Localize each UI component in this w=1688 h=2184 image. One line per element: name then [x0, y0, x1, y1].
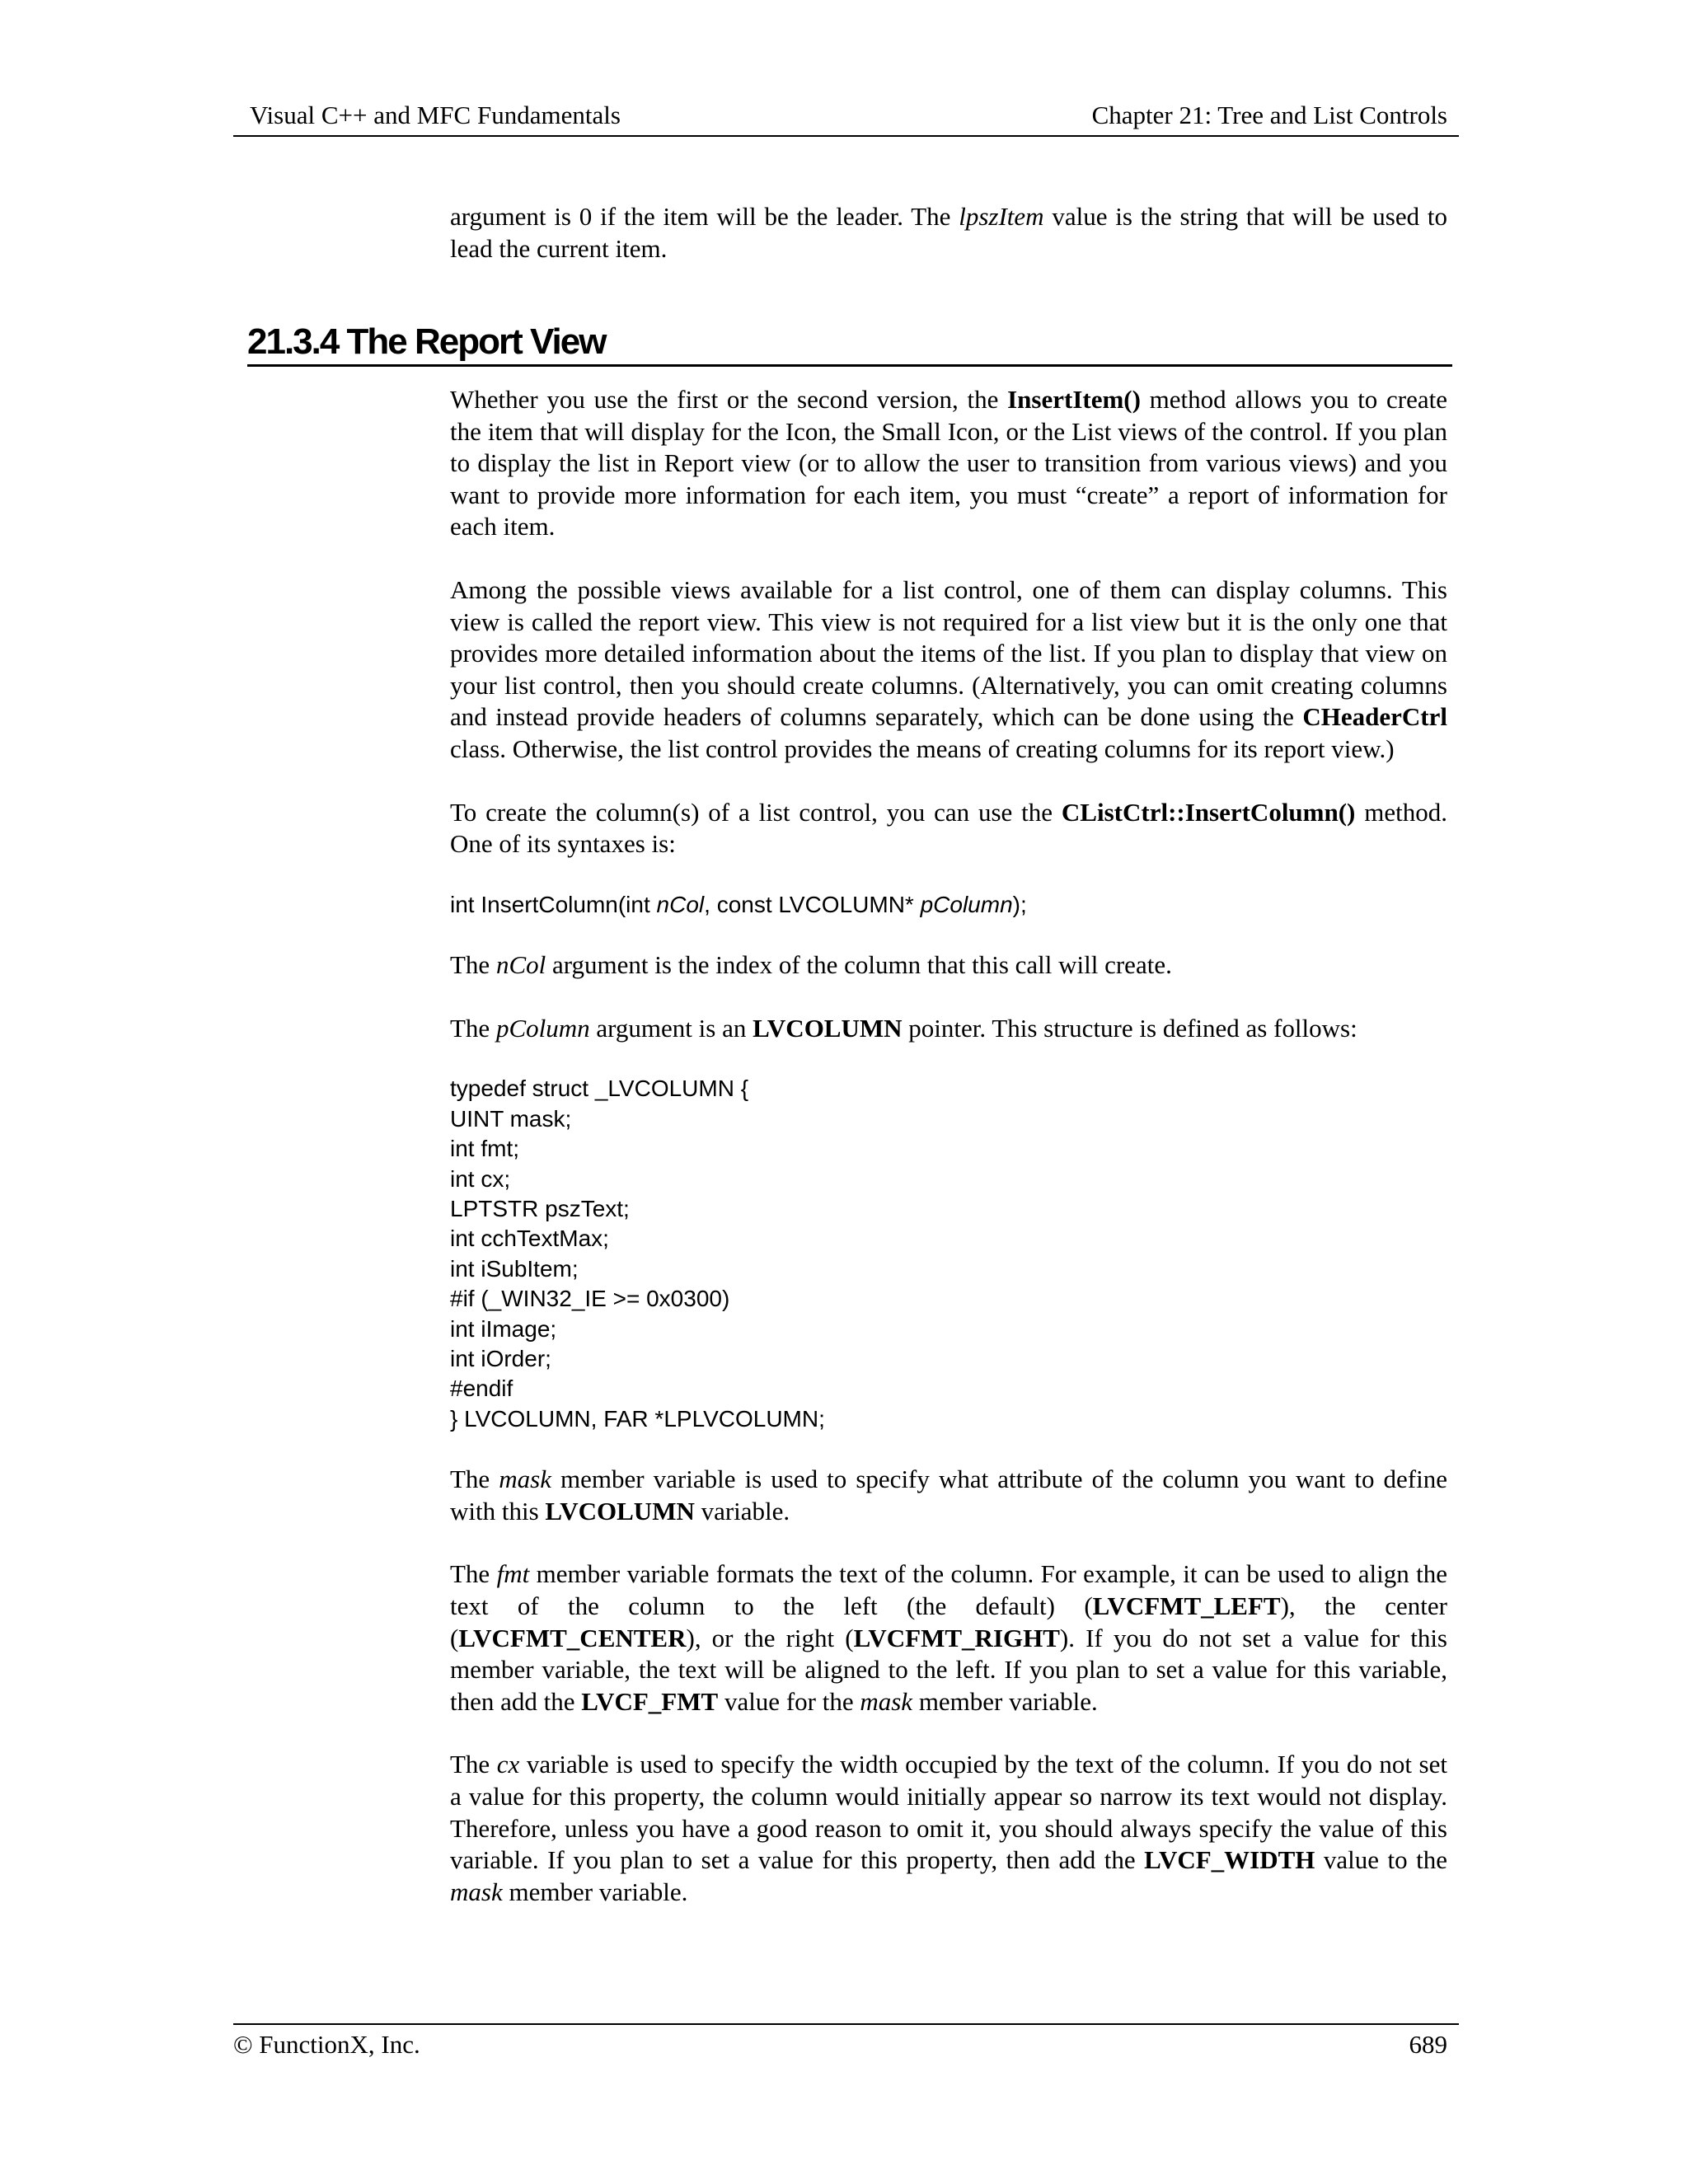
paragraph-fmt: The fmt member variable formats the text of the column. For example, it can be used to align the text of the column to the left (the default) (LVCFMT_LEFT), the center (LVCFMT_CENTER), or the right (LVCFMT_RIGHT). If you do not set a value for this member variable, the text will be aligned to the left. If you plan to set a value for this variable, then add the LVCF_FMT value for the mask member variable.	[450, 1559, 1447, 1716]
code-line: int iSubItem;	[450, 1255, 579, 1282]
code-line: LPTSTR pszText;	[450, 1195, 630, 1221]
code-line: typedef struct _LVCOLUMN {	[450, 1076, 749, 1102]
paragraph-pcolumn: The pColumn argument is an LVCOLUMN pointer. This structure is defined as follows:	[450, 1013, 1357, 1043]
paragraph-cx: The cx variable is used to specify the width occupied by the text of the column. If you do not set a value for this property, the column would initially appear so narrow its text would not display. Therefore, unless you have a good reason to omit it, you should always specify the value of this variable. If you plan to set a value for this property, then add the LVCF_WIDTH value to the mask member variable.	[450, 1750, 1447, 1906]
paragraph-insertcolumn: To create the column(s) of a list control, you can use the CListCtrl::InsertColumn() method. One of its syntaxes is:	[450, 797, 1447, 859]
section-heading	[247, 321, 1452, 367]
intro-block	[450, 201, 1447, 265]
header-chapter-title: Chapter 21: Tree and List Controls	[1091, 101, 1447, 129]
code-block-lvcolumn	[450, 1074, 1447, 1434]
code-line: int cx;	[450, 1165, 511, 1192]
code-line: #if (_WIN32_IE >= 0x0300)	[450, 1286, 730, 1312]
syntax-line: int InsertColumn(int nCol, const LVCOLUMN* pColumn);	[450, 891, 1027, 917]
header-book-title: Visual C++ and MFC Fundamentals	[250, 101, 621, 129]
paragraph-insertitem: Whether you use the first or the second version, the InsertItem() method allows you to create the item that will display for the Icon, the Small Icon, or the List views of the control. If you plan to display the list in Report view (or to allow the user to transition from various views) and you want to provide more information for each item, you must “create” a report of information for each item.	[450, 385, 1447, 541]
code-line: } LVCOLUMN, FAR *LPLVCOLUMN;	[450, 1405, 825, 1432]
page-header	[233, 97, 1459, 137]
code-line: int fmt;	[450, 1136, 520, 1162]
intro-paragraph: argument is 0 if the item will be the leader. The lpszItem value is the string that will be used to lead the current item.	[450, 202, 1448, 263]
section-title: 21.3.4 The Report View	[247, 321, 606, 362]
code-line: #endif	[450, 1376, 513, 1402]
main-content	[450, 384, 1447, 1908]
code-line: int iOrder;	[450, 1345, 551, 1371]
code-line: UINT mask;	[450, 1105, 572, 1132]
footer-copyright: © FunctionX, Inc.	[233, 2030, 420, 2059]
code-line: int iImage;	[450, 1315, 557, 1342]
paragraph-mask: The mask member variable is used to specify what attribute of the column you want to define with this LVCOLUMN variable.	[450, 1465, 1447, 1526]
paragraph-report-view: Among the possible views available for a list control, one of them can display columns. This view is called the report view. This view is not required for a list view but it is the only one that provides more detailed information about the items of the list. If you plan to display that view on your list control, then you should create columns. (Alternatively, you can omit creating columns and instead provide headers of columns separately, which can be done using the CHeaderCtrl class. Otherwise, the list control provides the means of creating columns for its report view.)	[450, 574, 1447, 763]
paragraph-ncol: The nCol argument is the index of the column that this call will create.	[450, 950, 1172, 980]
page-number: 689	[1409, 2030, 1447, 2059]
code-line: int cchTextMax;	[450, 1226, 609, 1252]
page-footer	[233, 2023, 1459, 2059]
